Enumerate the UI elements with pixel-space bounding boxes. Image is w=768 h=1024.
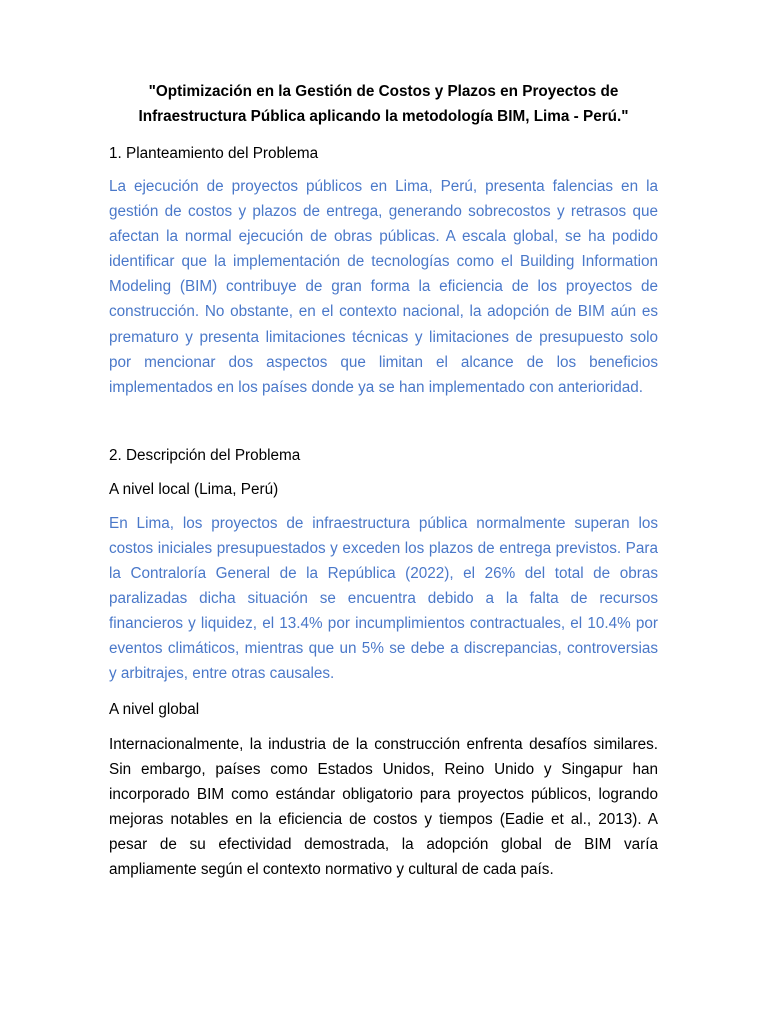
document-title xyxy=(109,79,658,129)
title-line-1: "Optimización en la Gestión de Costos y Plazos en Proyectos de xyxy=(148,83,619,100)
title-line-2: Infraestructura Pública aplicando la metodología BIM, Lima - Perú." xyxy=(138,108,629,125)
paragraph-nivel-local: En Lima, los proyectos de infraestructura pública normalmente superan los costos iniciales presupuestados y exceden los plazos de entrega previstos. Para la Contraloría General de la República (2022), el 26% del total de obras paralizadas dicha situación se encuentra debido a la falta de recursos financieros y liquidez, el 13.4% por incumplimientos contractuales, el 10.4% por eventos climáticos, mientras que un 5% se debe a discrepancias, controversias y arbitrajes, entre otras causales. xyxy=(109,514,658,683)
section-heading-descripcion: 2. Descripción del Problema xyxy=(109,446,301,464)
document-page xyxy=(109,79,658,882)
section-heading-planteamiento: 1. Planteamiento del Problema xyxy=(109,145,319,162)
paragraph-planteamiento: La ejecución de proyectos públicos en Lima, Perú, presenta falencias en la gestión de costos y plazos de entrega, generando sobrecostos y retrasos que afectan la normal ejecución de obras públicas. A escala global, se ha podido identificar que la implementación de tecnologías como el Building Information Modeling (BIM) contribuye de gran forma la eficiencia de los proyectos de construcción. No obstante, en el contexto nacional, la adopción de BIM aún es prematuro y presenta limitaciones técnicas y limitaciones de presupuesto solo por mencionar dos aspectos que limitan el alcance de los beneficios implementados en los países donde ya se han implementado con anterioridad. xyxy=(109,178,658,396)
subheading-nivel-global: A nivel global xyxy=(109,700,200,718)
subheading-nivel-local: A nivel local (Lima, Perú) xyxy=(109,480,279,498)
paragraph-nivel-global: Internacionalmente, la industria de la construcción enfrenta desafíos similares. Sin embargo, países como Estados Unidos, Reino Unido y Singapur han incorporado BIM como estándar obligatorio para proyectos públicos, logrando mejoras notables en la eficiencia de costos y tiempos (Eadie et al., 2013). A pesar de su efectividad demostrada, la adopción global de BIM varía ampliamente según el contexto normativo y cultural de cada país. xyxy=(109,735,658,878)
